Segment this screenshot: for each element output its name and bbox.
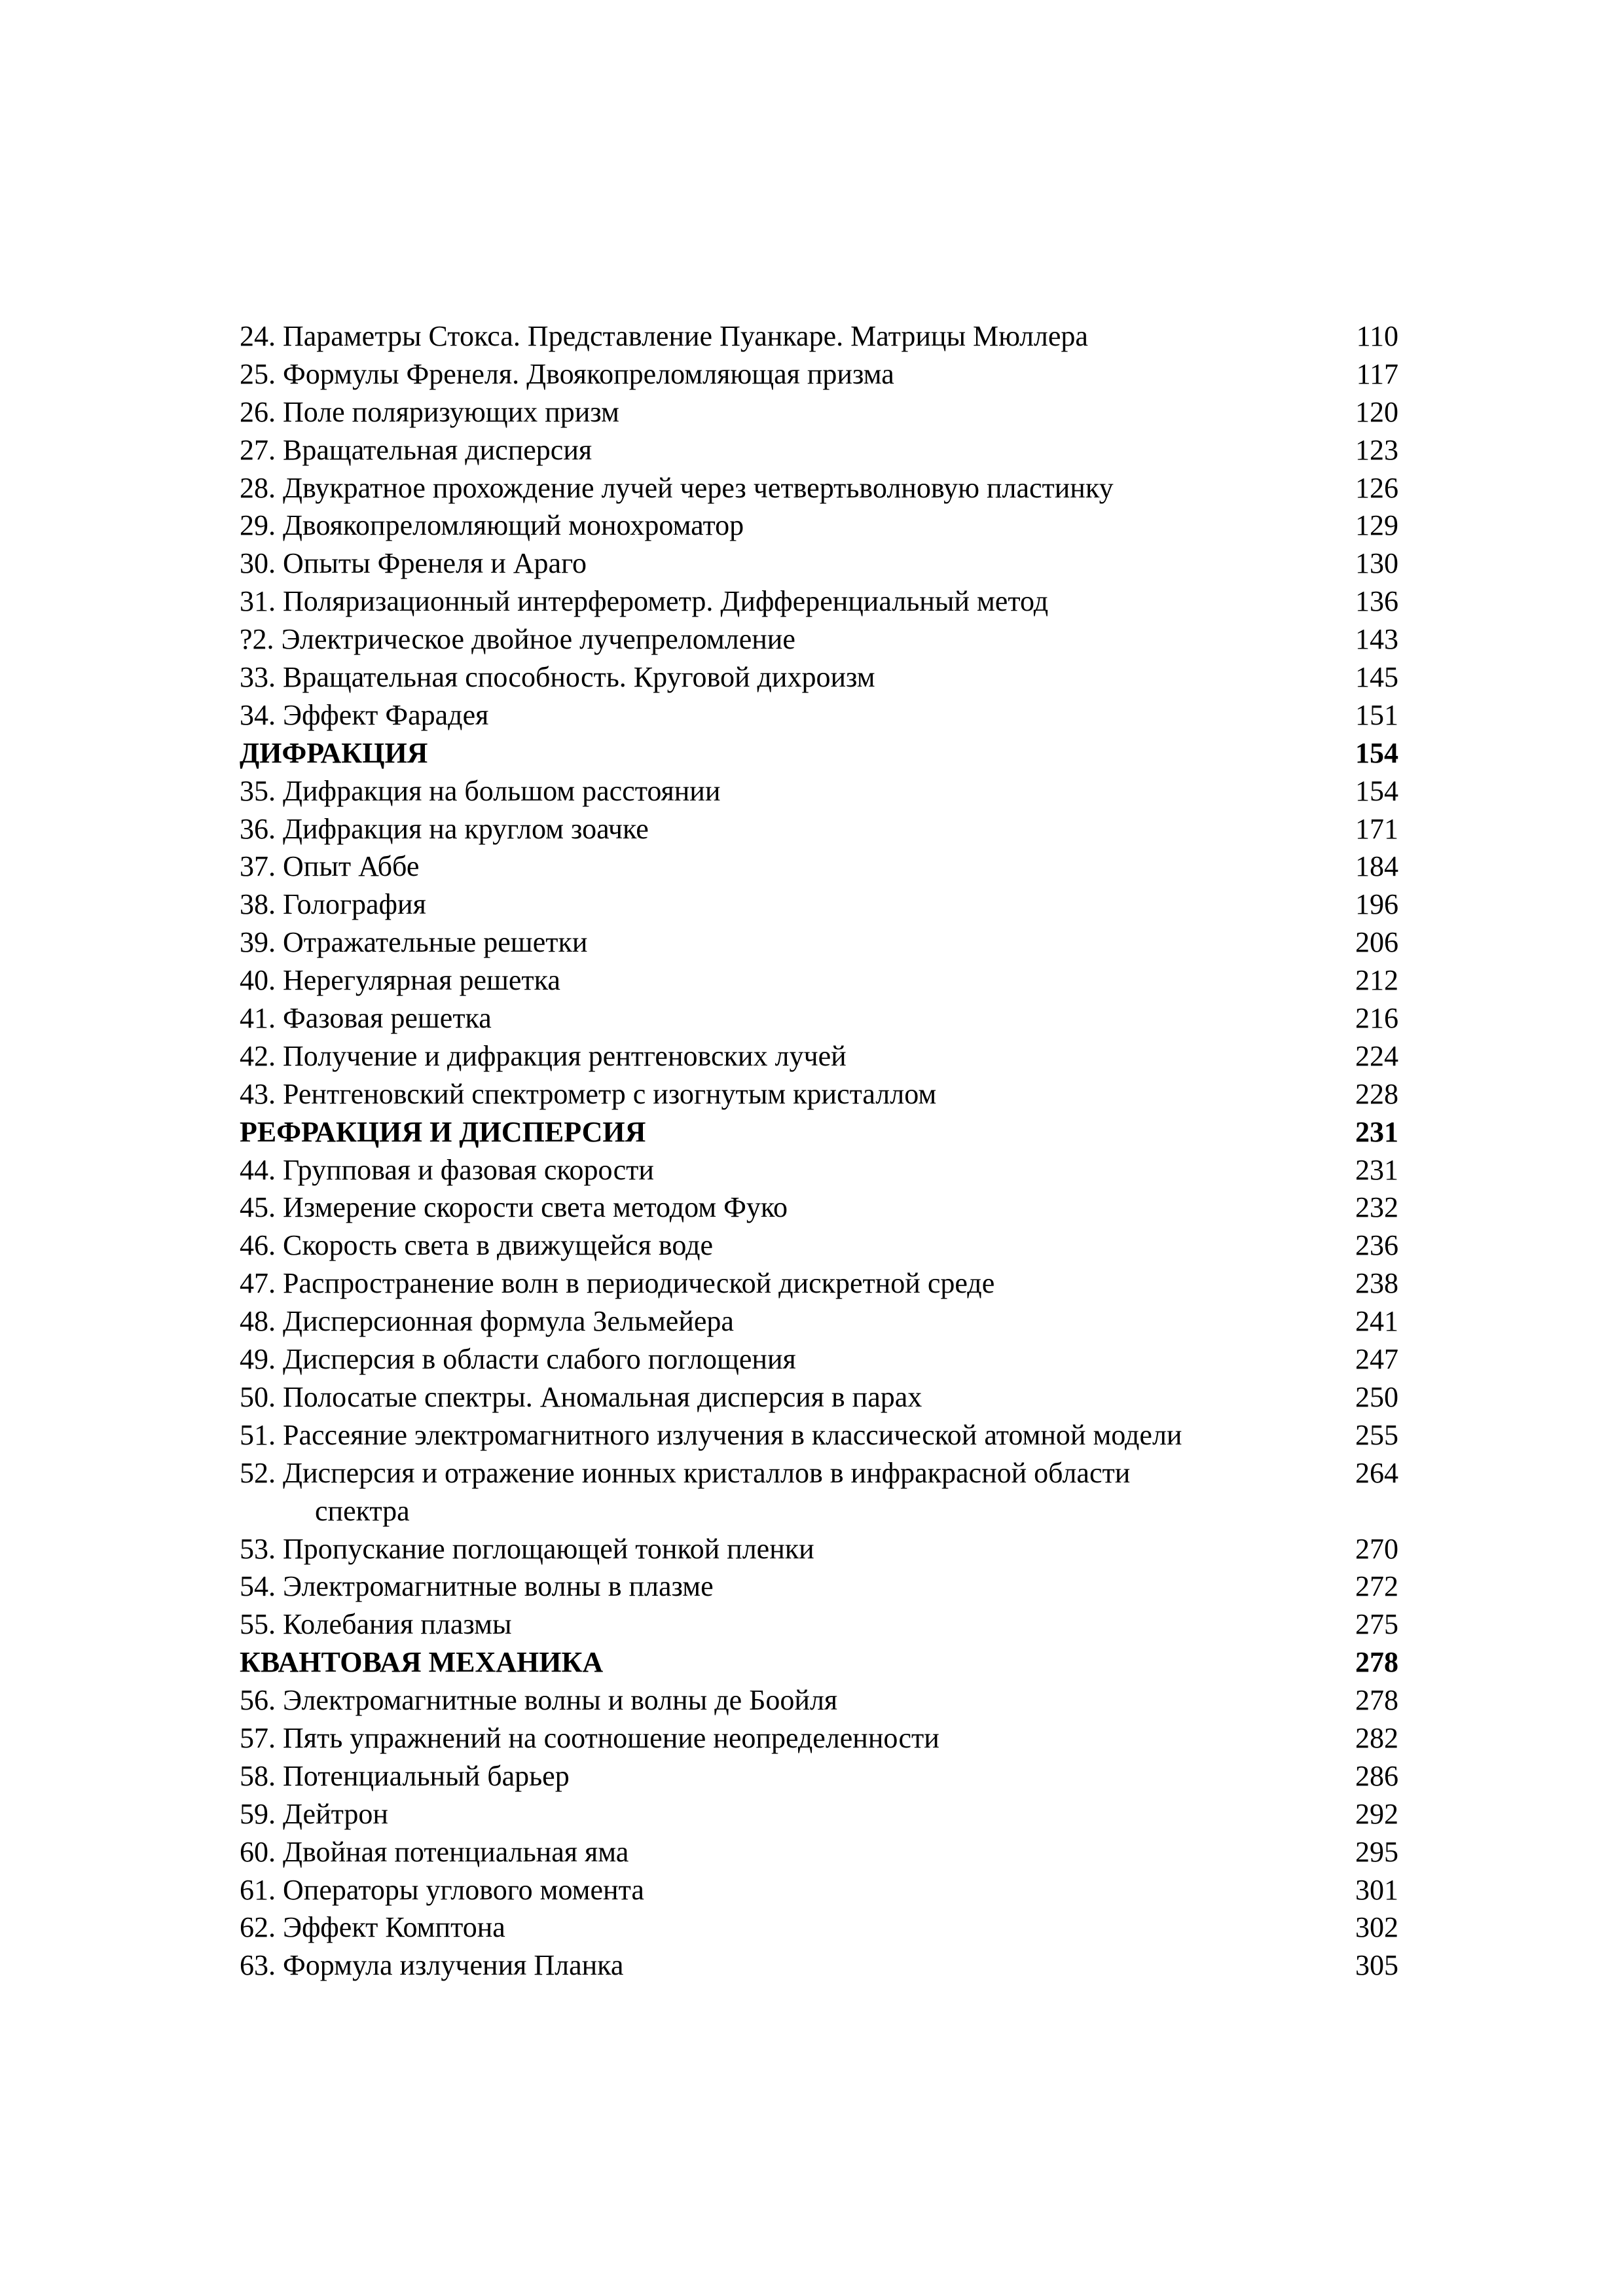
entry-title [240,1151,1346,1189]
entry-title [240,1189,1346,1227]
page-number: 301 [1355,1873,1398,1906]
page-number: 154 [1355,774,1398,807]
page-number: 305 [1355,1949,1398,1982]
entry-title [240,1757,1346,1795]
toc-entry [240,1037,1398,1075]
toc-entry [240,1871,1398,1909]
entry-title [240,1037,1346,1075]
entry-title-text: 35. Дифракция на большом расстоянии [240,774,721,807]
entry-title [240,999,1346,1037]
entry-title-text: 47. Распространение волн в периодической дискретной среде [240,1267,995,1300]
entry-title-text: РЕФРАКЦИЯ И ДИСПЕРСИЯ [240,1115,646,1148]
toc-entry [240,1151,1398,1189]
toc-section-heading [240,1643,1398,1681]
page-number: 123 [1355,433,1398,466]
toc-entry [240,1340,1398,1378]
toc-entry [240,431,1398,469]
entry-title [240,1833,1346,1871]
section-title [240,734,1346,772]
entry-title-text: 29. Двоякопреломляющий монохроматор [240,509,744,542]
entry-title-text: 54. Электромагнитные волны в плазме [240,1570,714,1603]
entry-title-text: 44. Групповая и фазовая скорости [240,1153,654,1186]
entry-title [240,848,1346,886]
entry-title-text: 31. Поляризационный интерферометр. Дифференциальный метод [240,585,1049,618]
toc-entry [240,355,1398,393]
toc-entry [240,507,1398,545]
page-number: 129 [1355,509,1398,542]
entry-title-text: 27. Вращательная дисперсия [240,433,593,466]
toc-entry [240,1302,1398,1340]
toc-entry [240,1719,1398,1757]
page-number: 224 [1355,1039,1398,1072]
toc-entry [240,1227,1398,1265]
toc-entry [240,999,1398,1037]
entry-title [240,924,1346,961]
toc-entry [240,1946,1398,1984]
page-number: 145 [1355,661,1398,694]
entry-title-text: 50. Полосатые спектры. Аномальная дисперсия в парах [240,1380,922,1413]
page-number: 241 [1355,1305,1398,1338]
entry-title-text: 60. Двойная потенциальная яма [240,1835,629,1868]
page-number: 292 [1355,1797,1398,1830]
entry-title [240,620,1346,658]
entry-title-text: 26. Поле поляризующих призм [240,395,619,428]
entry-title-text: 62. Эффект Комптона [240,1911,505,1944]
entry-title-text: ?2. Электрическое двойное лучепреломление [240,623,795,656]
toc-entry [240,1075,1398,1113]
toc-section-heading [240,1113,1398,1151]
entry-title-text: 61. Операторы углового момента [240,1873,644,1906]
page-number: 275 [1355,1608,1398,1641]
toc-entry [240,961,1398,999]
page-number: 216 [1355,1002,1398,1035]
toc-entry [240,1909,1398,1946]
entry-title-text: 43. Рентгеновский спектрометр с изогнутым кристаллом [240,1077,937,1110]
entry-title-text: 53. Пропускание поглощающей тонкой пленки [240,1532,814,1565]
entry-title-continuation: спектра [315,1494,410,1527]
entry-title [240,696,1346,734]
entry-title [240,1265,1346,1302]
toc-entry [240,886,1398,924]
toc-entry [240,1416,1398,1454]
page-number: 232 [1355,1191,1398,1224]
page-number: 151 [1355,698,1398,731]
entry-title [240,1946,1346,1984]
toc-section-heading [240,734,1398,772]
entry-title-text: 33. Вращательная способность. Круговой дихроизм [240,661,875,694]
entry-title-text: 46. Скорость света в движущейся воде [240,1229,714,1262]
page-number: 255 [1355,1418,1398,1451]
page-number: 272 [1355,1570,1398,1603]
entry-title [240,355,1346,393]
toc-entry [240,545,1398,583]
entry-title [240,1568,1346,1605]
page-number: 231 [1355,1153,1398,1186]
page-number: 196 [1355,888,1398,921]
entry-title-text: 36. Дифракция на круглом зоачке [240,812,649,845]
entry-title [240,810,1346,848]
entry-title [240,1530,1346,1568]
entry-title-text: 25. Формулы Френеля. Двоякопреломляющая призма [240,357,894,390]
entry-title [240,1795,1346,1833]
toc-entry [240,317,1398,355]
entry-title [240,583,1346,620]
page-number: 250 [1355,1380,1398,1413]
toc-entry [240,1454,1398,1530]
page-number: 270 [1355,1532,1398,1565]
toc-entry [240,620,1398,658]
entry-title-text: 41. Фазовая решетка [240,1002,492,1035]
entry-title [240,1340,1346,1378]
toc-entry [240,1795,1398,1833]
toc-entry [240,1681,1398,1719]
entry-title [240,1227,1346,1265]
entry-title-text: 39. Отражательные решетки [240,926,588,959]
entry-title-text: 40. Нерегулярная решетка [240,964,560,997]
page-number: 302 [1355,1911,1398,1944]
entry-title [240,658,1346,696]
page-number: 154 [1355,736,1398,769]
entry-title [240,772,1346,810]
toc-entry [240,696,1398,734]
toc-entry [240,1189,1398,1227]
page-number: 212 [1355,964,1398,997]
entry-title-text: 37. Опыт Аббе [240,850,420,883]
entry-title [240,961,1346,999]
page-number: 136 [1355,585,1398,618]
entry-title-text: 34. Эффект Фарадея [240,698,489,731]
page-number: 228 [1355,1077,1398,1110]
entry-title [240,1605,1346,1643]
entry-title-text: 30. Опыты Френеля и Араго [240,547,587,580]
page-number: 278 [1355,1684,1398,1717]
table-of-contents [240,317,1398,1984]
entry-title [240,431,1346,469]
page-number: 184 [1355,850,1398,883]
entry-title [240,1378,1346,1416]
page-number: 264 [1355,1456,1398,1489]
page-number: 120 [1355,395,1398,428]
toc-entry [240,924,1398,961]
toc-entry [240,772,1398,810]
toc-entry [240,583,1398,620]
entry-title [240,1681,1346,1719]
entry-title-text: 52. Дисперсия и отражение ионных кристаллов в инфракрасной области [240,1456,1131,1489]
page-number: 171 [1355,812,1398,845]
entry-title [240,507,1346,545]
entry-title [240,317,1346,355]
toc-entry [240,1378,1398,1416]
entry-title [240,886,1346,924]
page-number: 282 [1355,1721,1398,1754]
page-number: 236 [1355,1229,1398,1262]
entry-title [240,1719,1346,1757]
toc-entry [240,1265,1398,1302]
page-number: 286 [1355,1759,1398,1792]
entry-title [240,393,1346,431]
toc-entry [240,848,1398,886]
entry-title-text: 48. Дисперсионная формула Зельмейера [240,1305,734,1338]
entry-title-text: 57. Пять упражнений на соотношение неопределенности [240,1721,939,1754]
section-title [240,1113,1346,1151]
toc-entry [240,658,1398,696]
entry-title [240,469,1346,507]
entry-title [240,545,1346,583]
page-number: 110 [1356,320,1398,352]
entry-title-text: ДИФРАКЦИЯ [240,736,428,769]
page-number: 238 [1355,1267,1398,1300]
entry-title-text: 49. Дисперсия в области слабого поглощения [240,1343,796,1376]
page-number: 117 [1356,357,1398,390]
entry-title-text: 58. Потенциальный барьер [240,1759,570,1792]
entry-title-text: 38. Голография [240,888,426,921]
entry-title-text: 28. Двукратное прохождение лучей через четвертьволновую пластинку [240,471,1114,504]
section-title [240,1643,1346,1681]
toc-entry [240,393,1398,431]
toc-entry [240,1757,1398,1795]
toc-entry [240,1568,1398,1605]
toc-entry [240,1605,1398,1643]
entry-title [240,1454,1346,1530]
page-number: 295 [1355,1835,1398,1868]
entry-title-text: 51. Рассеяние электромагнитного излучения в классической атомной модели [240,1418,1182,1451]
toc-entry [240,469,1398,507]
page-number: 231 [1355,1115,1398,1148]
toc-entry [240,1833,1398,1871]
toc-entry [240,1530,1398,1568]
page-number: 126 [1355,471,1398,504]
page-number: 206 [1355,926,1398,959]
entry-title-text: 45. Измерение скорости света методом Фуко [240,1191,788,1224]
entry-title-text: 63. Формула излучения Планка [240,1949,624,1982]
entry-title [240,1416,1346,1454]
page-number: 278 [1355,1646,1398,1679]
entry-title-text: 24. Параметры Стокса. Представление Пуанкаре. Матрицы Мюллера [240,320,1088,352]
entry-title [240,1909,1346,1946]
entry-title-text: 55. Колебания плазмы [240,1608,512,1641]
page-number: 247 [1355,1343,1398,1376]
entry-title [240,1871,1346,1909]
entry-title [240,1302,1346,1340]
entry-title-text: 59. Дейтрон [240,1797,388,1830]
toc-entry [240,810,1398,848]
page-number: 143 [1355,623,1398,656]
entry-title [240,1075,1346,1113]
entry-title-text: КВАНТОВАЯ МЕХАНИКА [240,1646,604,1679]
entry-title-text: 56. Электромагнитные волны и волны де Боойля [240,1684,838,1717]
page-number: 130 [1355,547,1398,580]
entry-title-text: 42. Получение и дифракция рентгеновских лучей [240,1039,847,1072]
